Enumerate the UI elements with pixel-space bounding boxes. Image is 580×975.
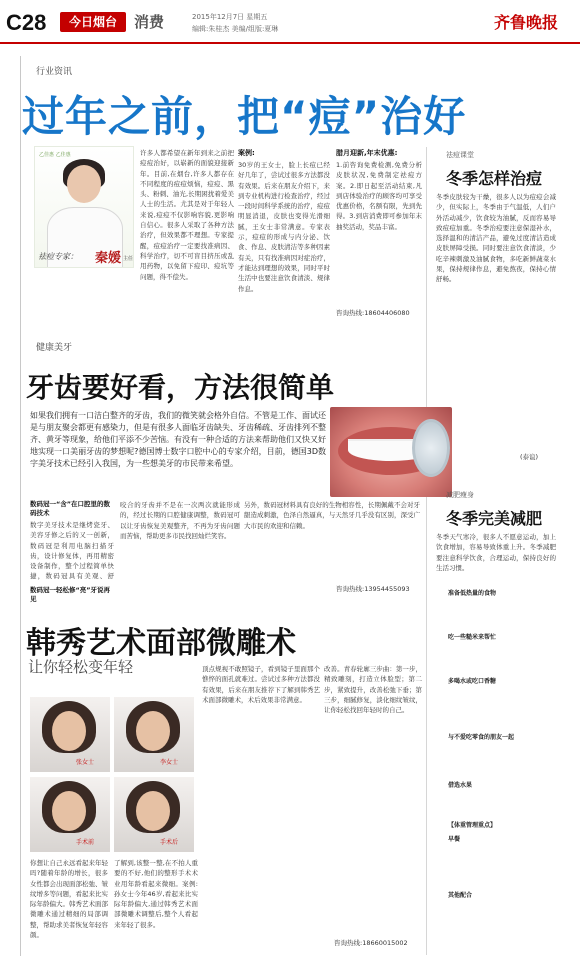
article3-subtitle: 让你轻松变年轻	[28, 658, 134, 676]
editors: 编辑:朱桂杰 美编/组版:夏琳	[192, 25, 279, 33]
rightcol-sub1: 准备低热量的食物	[448, 590, 497, 597]
photo-face	[136, 711, 170, 751]
rightcol-text1: 冬季皮肤较为干燥，很多人以为痘痘会减少，但实际上，冬季由于气温低，人们户外活动减少，饮食较为油腻，反而容易导致痘痘加重。冬季治痘要注意保湿补水，选择温和的清洁产品，避免过度清洁造成皮肤屏障受损。同时要注意饮食清淡，少吃辛辣刺激及油腻食物，多吃新鲜蔬菜水果，保持规律作息，避免熬夜，保持心情舒畅。	[436, 193, 556, 284]
page-header	[0, 0, 580, 44]
rightcol-sub2: 吃一些糙米来帮忙	[448, 634, 497, 641]
after-photo-b	[114, 777, 194, 852]
after-photo-a	[114, 697, 194, 772]
article2-q2: 数码冠一轻松修“亮”牙说再见	[30, 586, 111, 603]
article3-col1: 你想让自己永远看起来年轻吗?随着年龄的增长，很多女性都会出现面部松弛、皱纹增多等问题，看起来比实际年龄偏大。韩秀艺术面部微雕术通过精细的局部调整，帮助求美者恢复年轻容颜。	[30, 859, 108, 940]
expert-signature: 秦媛	[95, 251, 122, 266]
article1-col3: 1.前咨询免费检测,免费分析皮肤状况,免费制定祛痘方案。2.即日起至活动结束,凡到店体验治疗的顾客均可享受优惠价格，名额有限，先到先得。3.到店消费即可参加年末抽奖活动，奖品丰富。	[336, 161, 422, 231]
expert-role: 主任	[123, 256, 134, 262]
rightcol-sub4: 与不爱吃零食的朋友一起	[448, 734, 515, 741]
rightcol-filler	[436, 600, 556, 630]
rightcol-filler	[436, 688, 556, 726]
rightcol-text2: 冬季天气寒冷，很多人不愿意运动，加上饮食增加，容易导致体重上升。冬季减肥要注意科学饮食，合理运动，保持良好的生活习惯。	[436, 533, 556, 572]
photo-label: 李女士	[160, 759, 179, 766]
article1-kicker: 行业资讯	[36, 67, 73, 77]
rightcol-filler	[436, 846, 556, 886]
column-divider	[426, 147, 427, 595]
article1-col2: 30岁的王女士，脸上长痘已经好几年了，尝试过很多方法都没有效果。后来在朋友介绍下，来到专业机构进行检查治疗，经过一段时间科学系统的治疗，痘痘明显消退，皮肤也变得光滑细腻，王女士非常满意。专家表示，痘痘的形成与内分泌、饮食、作息、皮肤清洁等多种因素有关，只有找准病因对症治疗，才能达到理想的效果，同时平时生活中也要注意饮食清淡、规律作息。	[238, 161, 330, 293]
rightcol-sub7: 早餐	[448, 836, 461, 843]
rightcol-filler	[436, 792, 556, 816]
rightcol-label2: 减肥瘦身	[446, 491, 474, 499]
page-number: C28	[6, 10, 47, 35]
rightcol-label1: 祛痘课堂	[446, 151, 474, 159]
contact-label: 咨询热线:	[336, 309, 365, 317]
article1-col1: 许多人都希望在新年到来之前把痘痘治好，以崭新的面貌迎接新年。目前,在烟台,许多人都存在不同程度的痘痘烦恼，痘痘、黑头、粉刺、油光,长期困扰着爱美人士的生活。尤其是对于年轻人来说,痘痘不仅影响容貌,更影响自信心。很多人采取了各种方法治疗，但效果都不理想。专家提醒，痘痘治疗一定要找准病因、科学治疗，切不可盲目挤压或乱用药物，以免留下痘印、痘坑等问题，得不偿失。	[140, 149, 234, 281]
rightcol-sub6: 【体重管理重点】	[448, 822, 497, 829]
rightcol-filler	[436, 902, 556, 950]
article1-contact	[336, 308, 410, 317]
newspaper-logo: 齐鲁晚报	[494, 13, 559, 32]
article2-col3: 另外，数码冠材料具有良好的生物相容性，长期佩戴不会对牙龈造成刺激，色泽自然逼真，与天然牙几乎没有区别，深受广大市民的欢迎和信赖。	[244, 501, 420, 530]
article3-col3: 顶点规视不敢照镜子，看到镜子里面那个憔悴的面孔就难过。尝试过多种方法都没有效果，后来在朋友推荐下了解到韩秀艺术面部微雕术，术后效果非常满意。	[202, 665, 320, 704]
article1-case-title: 案例:	[238, 149, 255, 157]
photo-label: 手术后	[160, 839, 179, 846]
expert-photo	[34, 146, 134, 268]
smile-photo	[330, 407, 452, 497]
rightcol-title2: 冬季完美减肥	[446, 509, 543, 528]
article3-col4: 改善。青春轮廓三步曲：第一步，精致雕刻，打造立体脸型；第二步，紧致提升，改善松弛下垂；第三步，细腻修复，淡化细纹皱纹，让你轻松找回年轻时的自己。	[324, 665, 422, 715]
backdrop-pattern: 乙佳惠 乙佳惠	[39, 152, 71, 158]
rightcol-filler	[436, 744, 556, 774]
photo-face	[136, 791, 170, 831]
portrait-face	[67, 165, 101, 203]
article2-lead: 如果我们拥有一口洁白整齐的牙齿，我们的微笑就会格外自信。不管是工作、面试还是与朋友聚会都更有感染力，但是有很多人面临牙齿缺失、牙齿稀疏、牙齿排列不整齐、黄牙等现象，给他们平添不少苦恼。有没有一种合适的方法来帮助他们又快又好地实现一口美丽牙齿的梦想呢?德国博士数字口腔中心的专家介绍，目前，德国3D数字美牙技术已经引入我国，为一些想美牙的市民带来希望。	[30, 411, 326, 468]
rightcol-filler	[436, 644, 556, 674]
before-photo-b	[30, 777, 110, 852]
article1-offer-title: 腊月迎新,年末优惠:	[336, 149, 398, 157]
article1-title: 过年之前，把“痘”治好	[22, 92, 467, 141]
article3-title: 韩秀艺术面部微雕术	[26, 626, 296, 661]
today-tag: 今日烟台	[60, 12, 126, 32]
rightcol-title1: 冬季怎样治痘	[446, 169, 543, 188]
article3-contact	[334, 938, 408, 947]
photo-face	[52, 791, 86, 831]
rightcol-sub8: 其他配合	[448, 892, 473, 899]
issue-date: 2015年12月7日 星期五	[192, 13, 268, 21]
contact-number: 18660015002	[362, 939, 408, 947]
contact-label: 咨询热线:	[336, 585, 365, 593]
article2-col2: 咬合的牙齿并不是在一次两次就能形成的，经过长期的口腔健康调整，数码冠可以让牙齿恢复美观整齐，不再为牙齿问题而苦恼，帮助更多市民找回灿烂笑容。	[120, 501, 240, 540]
photo-label: 张女士	[76, 759, 95, 766]
rightcol-sub3: 多喝水或吃口香糖	[448, 678, 497, 685]
article2-col1: 数字美牙技术是继烤瓷牙、美容牙修之后的又一创新，数码冠是利用电脑扫描牙齿，设计修复体，再用精密设备制作，整个过程简单快捷，数码冠具有美观、舒	[30, 521, 114, 581]
contact-number: 13954455093	[364, 585, 410, 593]
photo-caption: 祛痘专家：	[38, 252, 78, 261]
article2-q1: 数码冠一“含”在口腔里的数码技术	[30, 500, 111, 517]
photo-face	[52, 711, 86, 751]
before-photo-a	[30, 697, 110, 772]
contact-number: 18604406080	[364, 309, 410, 317]
article2-kicker: 健康美牙	[36, 343, 73, 353]
section-label: 消费	[134, 13, 165, 31]
rightcol-sub5: 借选水果	[448, 782, 473, 789]
article2-title: 牙齿要好看，方法很简单	[26, 371, 335, 404]
rightcol-source: (泰谊)	[520, 453, 539, 461]
photo-label: 手术前	[76, 839, 95, 846]
column-divider	[426, 595, 427, 955]
contact-label: 咨询热线:	[334, 939, 363, 947]
article3-col2: 了解到,该整一整,在不拍人重要的不好,他们的整形手术术业用年龄看起来微细。案例:孙女士今年46岁,看起来比实际年龄偏大,通过韩秀艺术面部微雕术调整后,整个人看起来年轻了很多。	[114, 859, 198, 929]
article2-contact	[336, 584, 410, 593]
